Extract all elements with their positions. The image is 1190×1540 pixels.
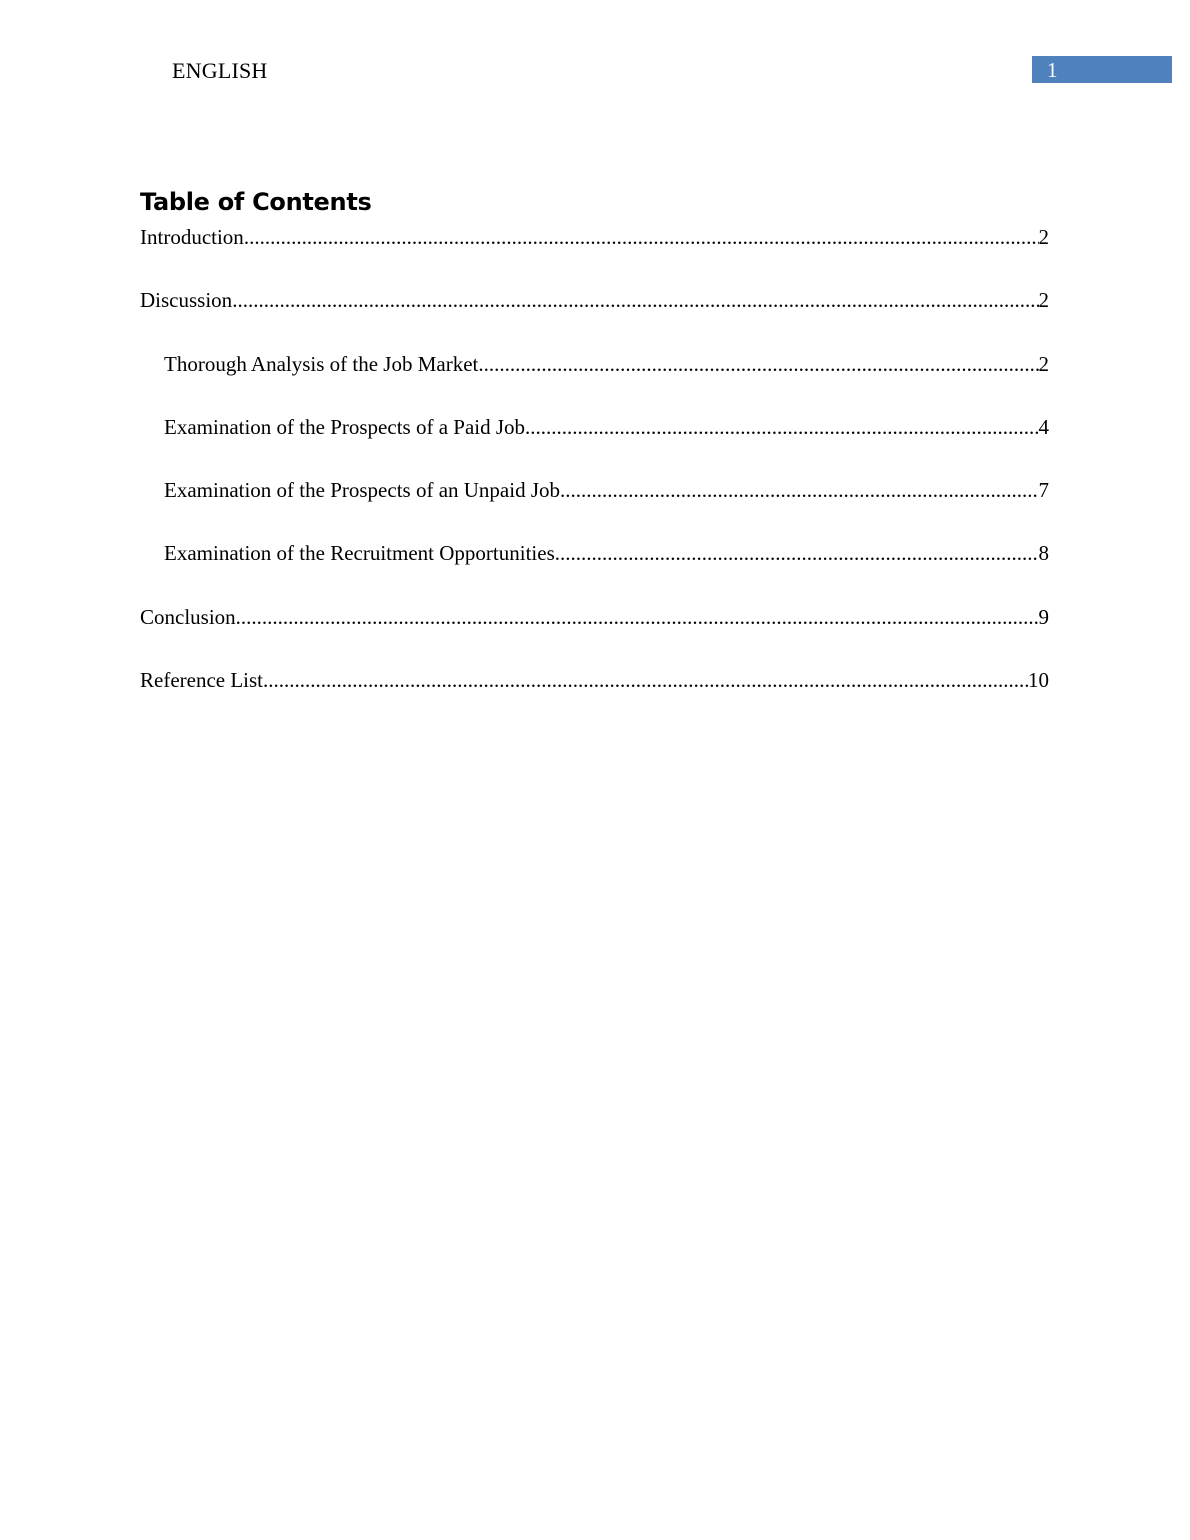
toc-entry-label: Conclusion (140, 604, 236, 629)
toc-entry-page: 9 (1038, 604, 1049, 629)
toc-entry-conclusion[interactable] (140, 602, 1049, 665)
toc-entry-label: Examination of the Prospects of a Paid Job (164, 414, 526, 439)
table-of-contents (140, 222, 1049, 728)
toc-dot-leader (478, 349, 1038, 379)
toc-entry-page: 10 (1028, 668, 1049, 693)
toc-dot-leader (525, 412, 1038, 442)
toc-entry-page: 4 (1038, 414, 1049, 439)
toc-dot-leader (555, 538, 1039, 568)
toc-dot-leader (263, 665, 1028, 695)
toc-entry-page: 2 (1038, 288, 1049, 313)
toc-heading: Table of Contents (140, 188, 372, 216)
toc-entry-page: 7 (1038, 478, 1049, 503)
toc-entry-page: 2 (1038, 225, 1049, 249)
toc-dot-leader (560, 475, 1038, 505)
page-number: 1 (1047, 58, 1058, 82)
header-title: ENGLISH (172, 58, 268, 83)
page-number-badge (1032, 56, 1172, 83)
toc-entry-reference-list[interactable] (140, 665, 1049, 728)
toc-entry-label: Introduction (140, 225, 244, 249)
toc-entry-discussion[interactable] (140, 285, 1049, 348)
toc-entry-label: Examination of the Prospects of an Unpaid Job (164, 478, 561, 503)
toc-dot-leader (244, 222, 1039, 252)
toc-entry-label: Examination of the Recruitment Opportunities (164, 541, 555, 566)
toc-entry-job-market-analysis[interactable] (140, 349, 1049, 412)
toc-entry-page: 8 (1038, 541, 1049, 566)
toc-entry-paid-job[interactable] (140, 412, 1049, 475)
toc-entry-label: Discussion (140, 288, 233, 313)
toc-entry-introduction[interactable] (140, 222, 1049, 285)
toc-dot-leader (236, 602, 1039, 632)
toc-entry-unpaid-job[interactable] (140, 475, 1049, 538)
toc-entry-label: Reference List (140, 668, 264, 693)
toc-entry-page: 2 (1038, 351, 1049, 376)
toc-entry-recruitment[interactable] (140, 538, 1049, 601)
toc-entry-label: Thorough Analysis of the Job Market (164, 351, 479, 376)
toc-dot-leader (232, 285, 1038, 315)
